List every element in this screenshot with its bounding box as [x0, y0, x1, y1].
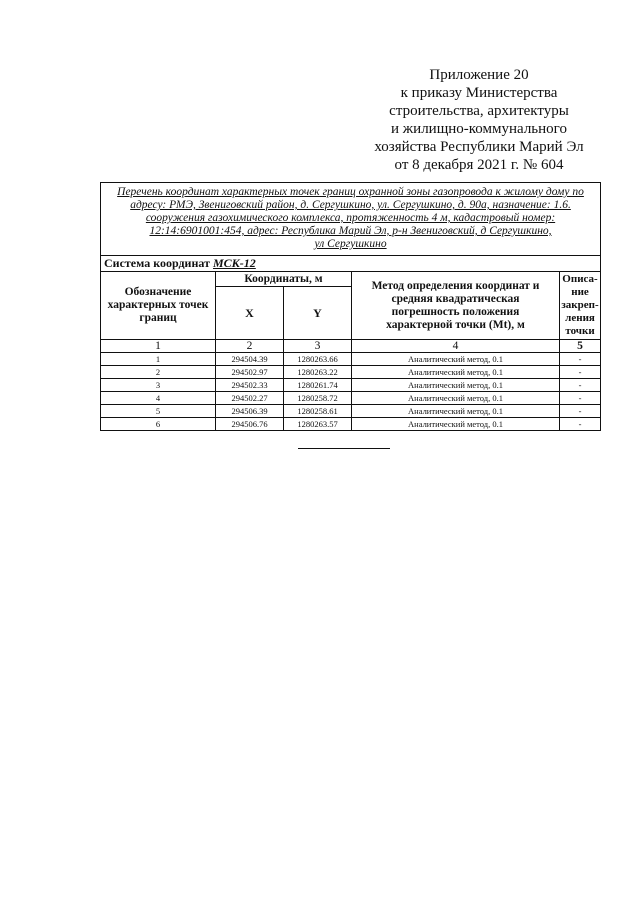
y-cell: 1280258.61 [284, 405, 352, 418]
appendix-line: хозяйства Республики Марий Эл [374, 139, 584, 155]
desc-cell: - [560, 366, 601, 379]
caption-line: ул Сергушкино [314, 238, 387, 250]
appendix-line: к приказу Министерства [400, 85, 558, 101]
desc-cell: - [560, 392, 601, 405]
x-cell: 294502.33 [216, 379, 284, 392]
x-cell: 294502.27 [216, 392, 284, 405]
closing-rule [298, 448, 390, 449]
header-line: погрешность положения [391, 305, 520, 318]
header-line: точки [565, 325, 595, 337]
method-cell: Аналитический метод, 0.1 [352, 379, 560, 392]
table-row [101, 392, 601, 405]
desc-cell: - [560, 405, 601, 418]
table-row [101, 366, 601, 379]
header-line: Описа- [562, 273, 598, 285]
caption-line: адресу: РМЭ, Звениговский район, д. Сергушкино, ул. Сергушкино, д. 90а, назначение: 1.6. [130, 199, 571, 211]
header-y: Y [284, 287, 352, 340]
x-cell: 294504.39 [216, 353, 284, 366]
point-cell: 4 [101, 392, 216, 405]
table-row [101, 379, 601, 392]
column-number: 1 [101, 340, 216, 353]
header-line: Обозначение [124, 286, 192, 298]
column-number: 5 [560, 340, 601, 353]
column-number: 4 [352, 340, 560, 353]
appendix-heading [360, 66, 598, 174]
header-line: ления [565, 312, 595, 324]
header-line: характерной точки (Mt), м [386, 318, 525, 331]
header-description [560, 272, 601, 340]
point-cell: 2 [101, 366, 216, 379]
header-line: ние [571, 286, 589, 298]
header-x: X [216, 287, 284, 340]
coordinates-table [100, 182, 601, 431]
column-number: 2 [216, 340, 284, 353]
point-cell: 6 [101, 418, 216, 431]
coordinate-system-value: МСК-12 [212, 256, 256, 270]
caption-line: сооружения газохимического комплекса, протяженность 4 м, кадастровый номер: [145, 212, 556, 224]
coordinate-system-row [101, 256, 601, 272]
appendix-line: Приложение 20 [429, 67, 529, 83]
header-line: закреп- [561, 299, 599, 311]
y-cell: 1280263.66 [284, 353, 352, 366]
appendix-line: от 8 декабря 2021 г. № 604 [394, 157, 564, 173]
appendix-line: строительства, архитектуры [389, 103, 569, 119]
appendix-line: и жилищно-коммунального [391, 121, 567, 137]
y-cell: 1280263.57 [284, 418, 352, 431]
header-coordinates: Координаты, м [216, 272, 352, 287]
method-cell: Аналитический метод, 0.1 [352, 405, 560, 418]
point-cell: 3 [101, 379, 216, 392]
table-row [101, 353, 601, 366]
method-cell: Аналитический метод, 0.1 [352, 366, 560, 379]
x-cell: 294506.76 [216, 418, 284, 431]
header-line: границ [139, 312, 177, 324]
y-cell: 1280263.22 [284, 366, 352, 379]
method-cell: Аналитический метод, 0.1 [352, 392, 560, 405]
method-cell: Аналитический метод, 0.1 [352, 418, 560, 431]
method-cell: Аналитический метод, 0.1 [352, 353, 560, 366]
header-line: Метод определения координат и [371, 279, 540, 292]
coordinate-system-label: Система координат [104, 256, 210, 270]
column-number: 3 [284, 340, 352, 353]
point-cell: 1 [101, 353, 216, 366]
desc-cell: - [560, 379, 601, 392]
point-cell: 5 [101, 405, 216, 418]
desc-cell: - [560, 353, 601, 366]
header-line: характерных точек [107, 299, 209, 311]
header-method [352, 272, 560, 340]
y-cell: 1280261.74 [284, 379, 352, 392]
x-cell: 294502.97 [216, 366, 284, 379]
table-caption [101, 183, 601, 256]
y-cell: 1280258.72 [284, 392, 352, 405]
table-row [101, 405, 601, 418]
caption-line: 12:14:6901001:454, адрес: Республика Марий Эл, р-н Звениговский, д Сергушкино, [149, 225, 552, 237]
table-row [101, 418, 601, 431]
header-line: средняя квадратическая [391, 292, 520, 305]
header-designation [101, 272, 216, 340]
desc-cell: - [560, 418, 601, 431]
caption-line: Перечень координат характерных точек границ охранной зоны газопровода к жилому дому по [117, 186, 584, 198]
x-cell: 294506.39 [216, 405, 284, 418]
